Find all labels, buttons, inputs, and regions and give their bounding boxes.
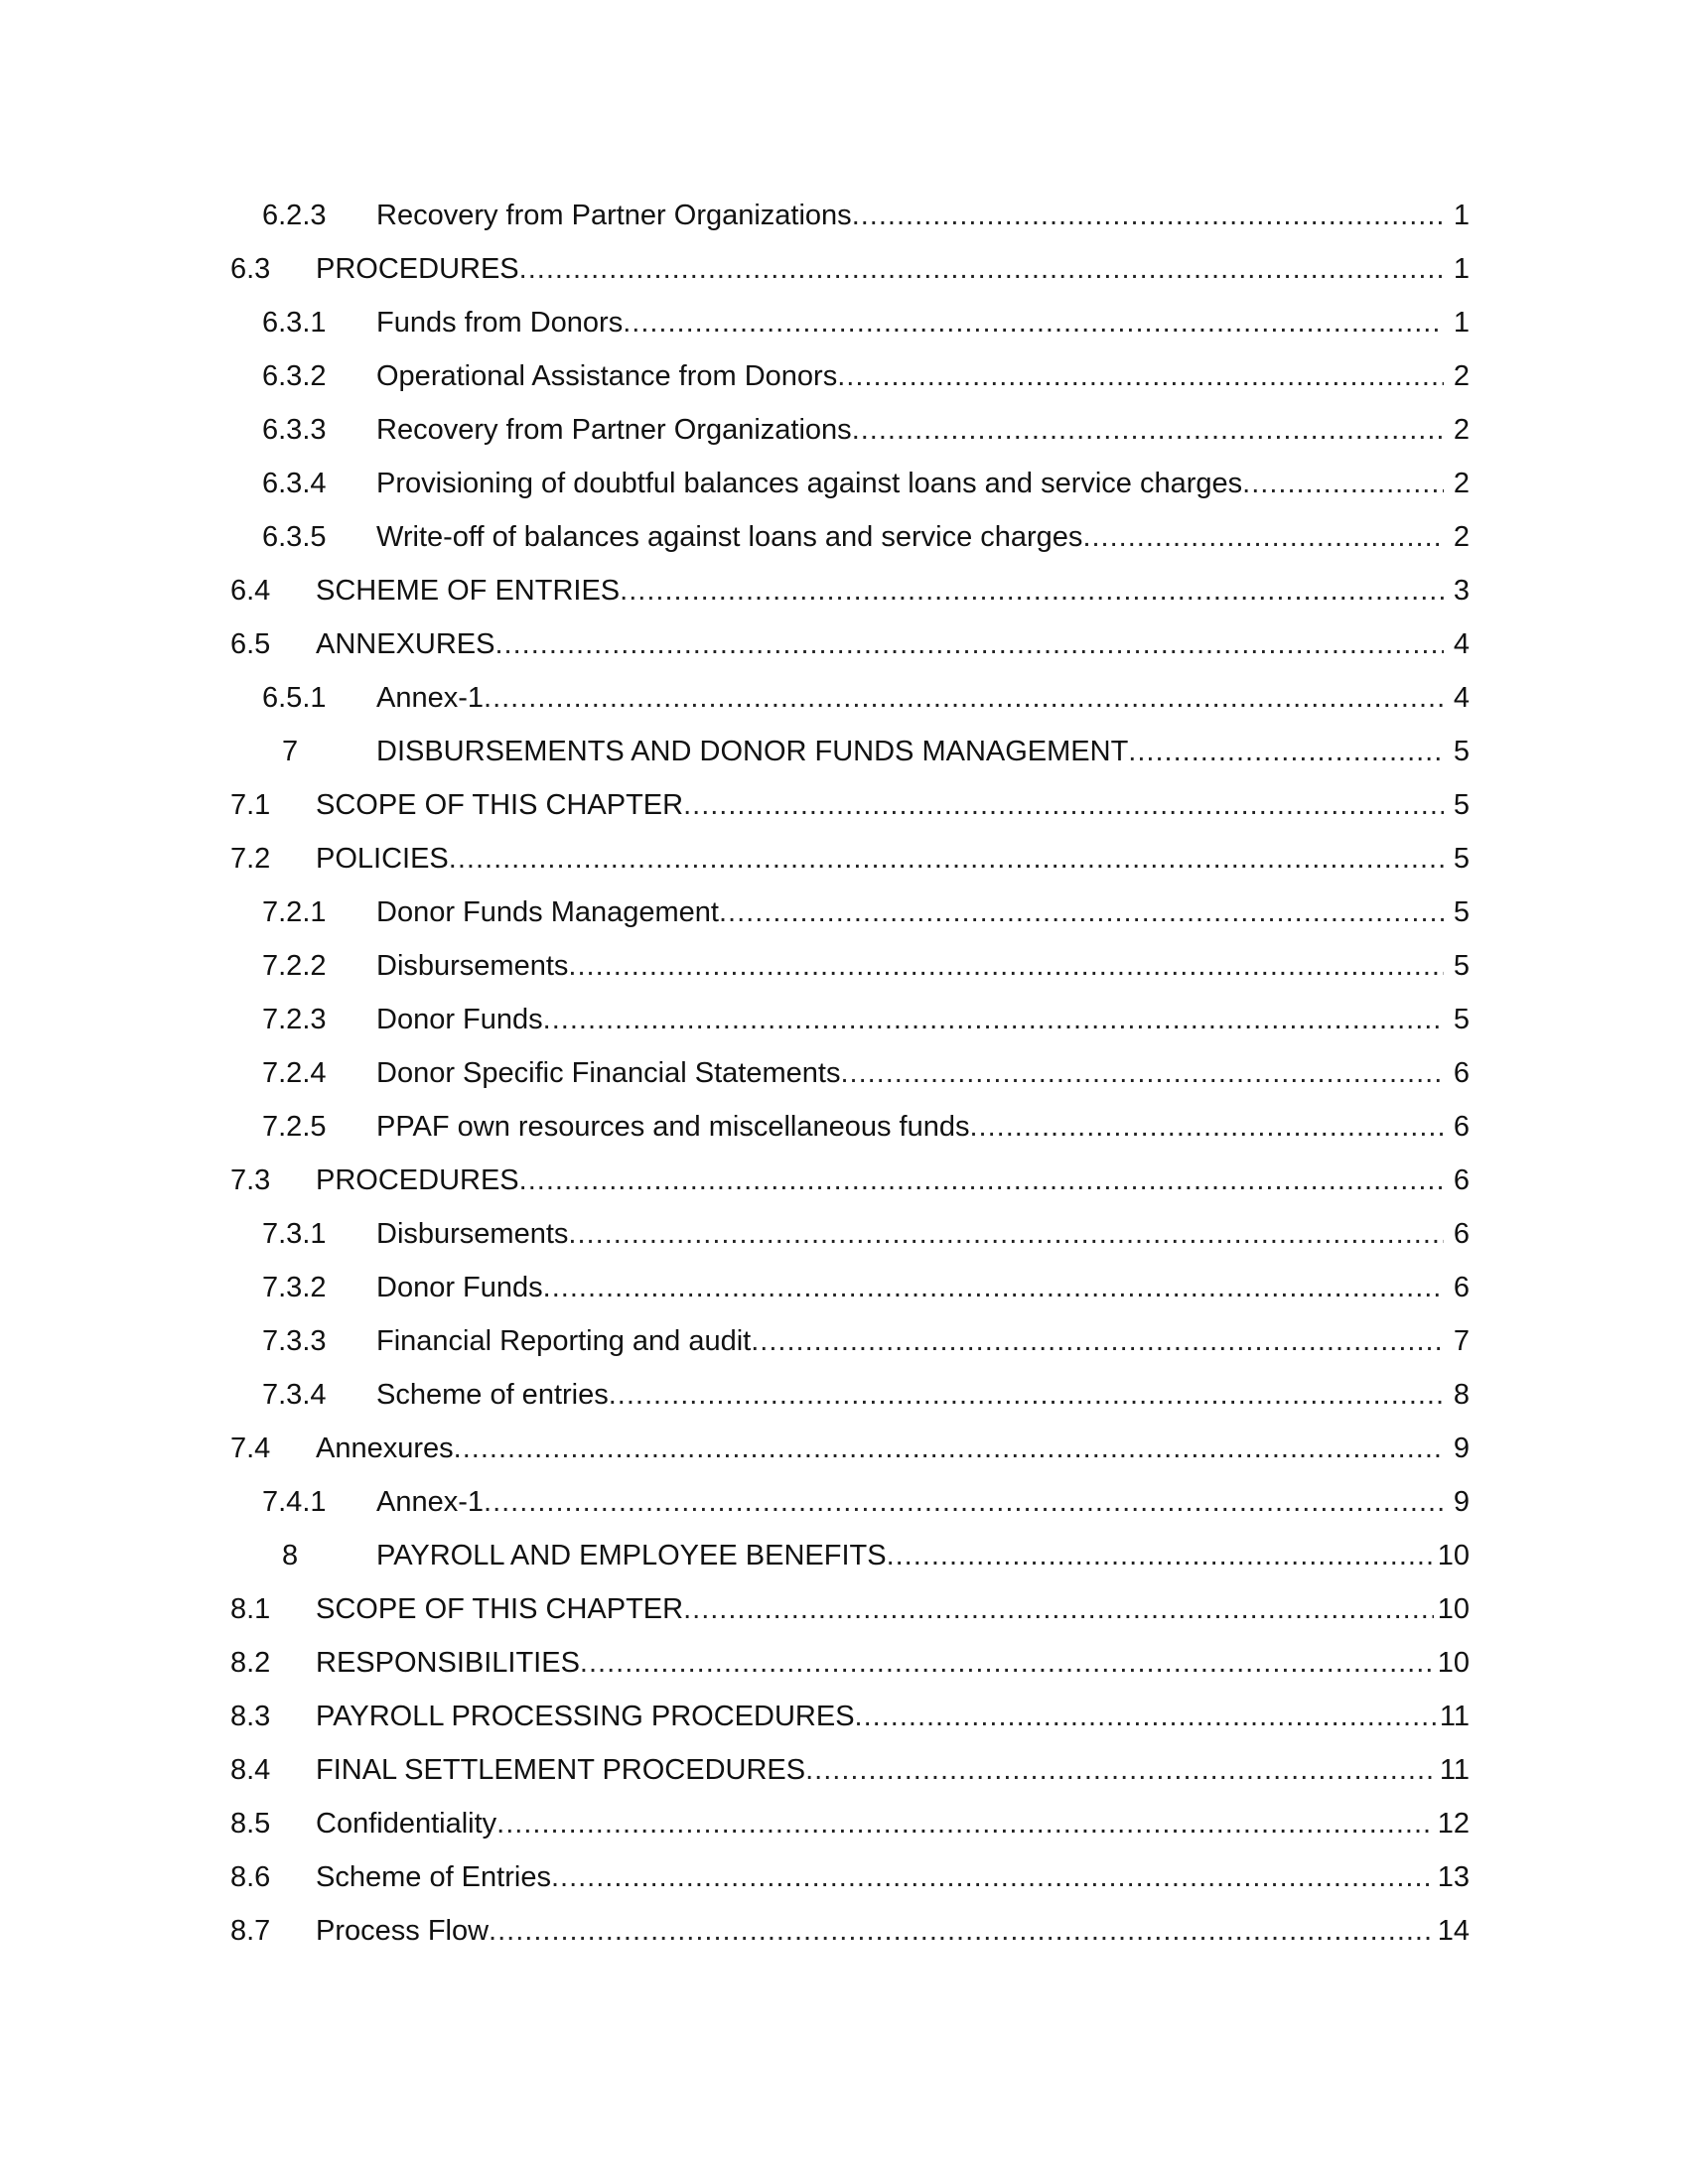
toc-entry-page-number: 5 (1450, 886, 1470, 939)
toc-entry-number: 7.3.3 (262, 1325, 327, 1357)
toc-entry-title: Confidentiality (316, 1797, 496, 1850)
dot-leader (852, 403, 1444, 457)
toc-entry-title: ANNEXURES (316, 617, 495, 671)
toc-entry-title: PROCEDURES (316, 1154, 519, 1207)
toc-entry-line (316, 1582, 1444, 1636)
toc-entry-title: Donor Funds (376, 1261, 543, 1314)
toc-entry-title: Recovery from Partner Organizations (376, 189, 852, 242)
toc-entry-page-number: 6 (1450, 1261, 1470, 1314)
toc-entry[interactable] (0, 886, 1688, 939)
toc-entry-page-number: 9 (1450, 1422, 1470, 1475)
toc-entry-line (376, 189, 1444, 242)
toc-entry-page-number: 6 (1450, 1100, 1470, 1154)
toc-entry-line (376, 993, 1444, 1046)
dot-leader (837, 349, 1444, 403)
toc-entry-title: PAYROLL AND EMPLOYEE BENEFITS (376, 1529, 887, 1582)
toc-entry-title: Annexures (316, 1422, 454, 1475)
dot-leader (1128, 725, 1444, 778)
toc-entry-line (376, 1368, 1444, 1422)
table-of-contents (0, 189, 1688, 1958)
toc-entry-number: 7.3 (230, 1164, 271, 1196)
toc-entry-line (376, 403, 1444, 457)
dot-leader (1242, 457, 1444, 510)
toc-entry-page-number: 11 (1436, 1690, 1470, 1743)
toc-entry-line (316, 1797, 1444, 1850)
toc-entry-number: 6.3.4 (262, 468, 327, 499)
dot-leader (623, 296, 1444, 349)
toc-entry-line (376, 1475, 1444, 1529)
toc-entry-line (316, 778, 1444, 832)
toc-entry-line (376, 671, 1444, 725)
toc-entry-title: PAYROLL PROCESSING PROCEDURES (316, 1690, 855, 1743)
toc-entry-page-number: 1 (1450, 189, 1470, 242)
dot-leader (855, 1690, 1444, 1743)
toc-entry-number: 6.5.1 (262, 682, 327, 714)
toc-entry[interactable] (0, 725, 1688, 778)
toc-entry-page-number: 10 (1434, 1636, 1470, 1690)
toc-entry-page-number: 2 (1450, 403, 1470, 457)
toc-entry-line (376, 1046, 1444, 1100)
dot-leader (887, 1529, 1444, 1582)
dot-leader (543, 993, 1444, 1046)
toc-entry[interactable] (0, 1368, 1688, 1422)
toc-entry-title: Write-off of balances against loans and service charges (376, 510, 1082, 564)
toc-entry[interactable] (0, 510, 1688, 564)
toc-entry-line (376, 886, 1444, 939)
toc-entry-number: 7.3.1 (262, 1218, 327, 1250)
toc-entry-page-number: 6 (1450, 1154, 1470, 1207)
toc-entry[interactable] (0, 296, 1688, 349)
toc-entry-number: 7.3.2 (262, 1272, 327, 1303)
toc-entry[interactable] (0, 1529, 1688, 1582)
toc-entry[interactable] (0, 1743, 1688, 1797)
toc-entry-line (316, 617, 1444, 671)
toc-entry-line (376, 725, 1444, 778)
toc-entry-page-number: 5 (1450, 939, 1470, 993)
toc-entry-number: 7 (282, 736, 299, 767)
toc-entry-line (376, 939, 1444, 993)
toc-entry-line (316, 1636, 1444, 1690)
toc-entry-number: 8.4 (230, 1754, 271, 1786)
toc-entry-title: POLICIES (316, 832, 449, 886)
dot-leader (683, 1582, 1444, 1636)
toc-entry-number: 8.2 (230, 1647, 271, 1679)
toc-entry[interactable] (0, 1046, 1688, 1100)
toc-entry-line (376, 457, 1444, 510)
toc-entry-page-number: 5 (1450, 778, 1470, 832)
dot-leader (519, 242, 1444, 296)
toc-entry-number: 7.2.5 (262, 1111, 327, 1143)
toc-entry[interactable] (0, 403, 1688, 457)
dot-leader (580, 1636, 1444, 1690)
toc-entry-page-number: 10 (1434, 1529, 1470, 1582)
toc-entry-line (376, 1314, 1444, 1368)
toc-entry-page-number: 6 (1450, 1046, 1470, 1100)
toc-entry-page-number: 11 (1436, 1743, 1470, 1797)
toc-entry-page-number: 9 (1450, 1475, 1470, 1529)
toc-entry-title: Disbursements (376, 939, 568, 993)
toc-entry[interactable] (0, 1207, 1688, 1261)
toc-entry-title: Scheme of Entries (316, 1850, 551, 1904)
toc-entry-line (376, 1529, 1444, 1582)
toc-entry-line (376, 1207, 1444, 1261)
toc-entry-number: 7.2.4 (262, 1057, 327, 1089)
dot-leader (620, 564, 1444, 617)
toc-entry[interactable] (0, 939, 1688, 993)
toc-entry[interactable] (0, 242, 1688, 296)
toc-entry-page-number: 2 (1450, 349, 1470, 403)
toc-entry-line (316, 1850, 1444, 1904)
toc-entry[interactable] (0, 1797, 1688, 1850)
toc-entry-number: 6.3.5 (262, 521, 327, 553)
dot-leader (454, 1422, 1444, 1475)
toc-entry-title: PROCEDURES (316, 242, 519, 296)
toc-entry[interactable] (0, 778, 1688, 832)
toc-entry-title: Recovery from Partner Organizations (376, 403, 852, 457)
toc-entry-page-number: 4 (1450, 617, 1470, 671)
toc-entry-line (316, 1904, 1444, 1958)
toc-entry-line (316, 1743, 1444, 1797)
toc-entry-title: Donor Specific Financial Statements (376, 1046, 840, 1100)
dot-leader (805, 1743, 1444, 1797)
toc-entry-line (316, 1690, 1444, 1743)
toc-entry-title: SCOPE OF THIS CHAPTER (316, 1582, 683, 1636)
toc-entry[interactable] (0, 1582, 1688, 1636)
toc-entry-title: Donor Funds Management (376, 886, 719, 939)
toc-entry-number: 6.2.3 (262, 200, 327, 231)
toc-entry-line (376, 296, 1444, 349)
toc-entry-page-number: 4 (1450, 671, 1470, 725)
toc-entry-page-number: 2 (1450, 510, 1470, 564)
toc-entry-line (376, 1261, 1444, 1314)
dot-leader (852, 189, 1444, 242)
toc-entry-title: SCHEME OF ENTRIES (316, 564, 620, 617)
toc-entry-number: 6.4 (230, 575, 271, 607)
toc-entry-number: 7.3.4 (262, 1379, 327, 1411)
dot-leader (495, 617, 1445, 671)
dot-leader (840, 1046, 1444, 1100)
toc-entry-number: 7.2.3 (262, 1004, 327, 1035)
toc-entry-title: Provisioning of doubtful balances against loans and service charges (376, 457, 1242, 510)
toc-entry-line (316, 564, 1444, 617)
toc-entry-line (316, 1422, 1444, 1475)
dot-leader (496, 1797, 1444, 1850)
toc-entry-page-number: 1 (1450, 296, 1470, 349)
toc-entry-line (376, 349, 1444, 403)
toc-entry[interactable] (0, 1314, 1688, 1368)
toc-entry-title: Operational Assistance from Donors (376, 349, 837, 403)
toc-entry[interactable] (0, 617, 1688, 671)
toc-entry-number: 8 (282, 1540, 299, 1571)
toc-entry-title: Financial Reporting and audit (376, 1314, 751, 1368)
toc-entry-number: 7.1 (230, 789, 271, 821)
dot-leader (568, 1207, 1444, 1261)
dot-leader (489, 1904, 1444, 1958)
toc-entry-page-number: 5 (1450, 832, 1470, 886)
toc-entry-page-number: 1 (1450, 242, 1470, 296)
dot-leader (484, 1475, 1444, 1529)
toc-entry[interactable] (0, 993, 1688, 1046)
toc-entry-page-number: 14 (1434, 1904, 1470, 1958)
toc-entry-page-number: 7 (1450, 1314, 1470, 1368)
toc-entry-title: DISBURSEMENTS AND DONOR FUNDS MANAGEMENT (376, 725, 1128, 778)
dot-leader (543, 1261, 1444, 1314)
toc-entry[interactable] (0, 1850, 1688, 1904)
toc-entry-number: 7.4 (230, 1433, 271, 1464)
toc-entry-number: 6.3.2 (262, 360, 327, 392)
toc-entry-page-number: 8 (1450, 1368, 1470, 1422)
toc-entry-number: 6.3.1 (262, 307, 327, 339)
toc-entry-page-number: 10 (1434, 1582, 1470, 1636)
toc-entry[interactable] (0, 1261, 1688, 1314)
toc-entry-number: 7.4.1 (262, 1486, 327, 1518)
toc-entry-line (316, 1154, 1444, 1207)
dot-leader (1082, 510, 1444, 564)
dot-leader (568, 939, 1444, 993)
toc-entry-number: 8.3 (230, 1701, 271, 1732)
toc-entry[interactable] (0, 457, 1688, 510)
toc-entry-number: 8.1 (230, 1593, 271, 1625)
toc-entry-title: Scheme of entries (376, 1368, 609, 1422)
toc-entry-page-number: 5 (1450, 993, 1470, 1046)
toc-entry-line (376, 1100, 1444, 1154)
toc-entry[interactable] (0, 1636, 1688, 1690)
toc-entry-title: Funds from Donors (376, 296, 623, 349)
dot-leader (519, 1154, 1444, 1207)
toc-entry-number: 8.5 (230, 1808, 271, 1840)
toc-entry-page-number: 5 (1450, 725, 1470, 778)
toc-entry[interactable] (0, 832, 1688, 886)
toc-entry-number: 6.3 (230, 253, 271, 285)
toc-entry[interactable] (0, 671, 1688, 725)
toc-entry-title: Annex-1 (376, 1475, 484, 1529)
toc-entry-title: RESPONSIBILITIES (316, 1636, 580, 1690)
toc-entry-title: Donor Funds (376, 993, 543, 1046)
toc-entry-page-number: 3 (1450, 564, 1470, 617)
toc-entry-number: 7.2.2 (262, 950, 327, 982)
dot-leader (683, 778, 1444, 832)
toc-entry-title: Annex-1 (376, 671, 484, 725)
toc-entry-title: PPAF own resources and miscellaneous funds (376, 1100, 970, 1154)
toc-entry[interactable] (0, 1422, 1688, 1475)
toc-entry[interactable] (0, 1475, 1688, 1529)
toc-entry-title: Disbursements (376, 1207, 568, 1261)
dot-leader (551, 1850, 1444, 1904)
toc-entry-title: FINAL SETTLEMENT PROCEDURES (316, 1743, 805, 1797)
toc-entry-number: 8.7 (230, 1915, 271, 1947)
toc-entry-line (376, 510, 1444, 564)
toc-entry-number: 8.6 (230, 1861, 271, 1893)
toc-entry-title: Process Flow (316, 1904, 489, 1958)
toc-entry-page-number: 12 (1434, 1797, 1470, 1850)
toc-entry-line (316, 832, 1444, 886)
dot-leader (719, 886, 1444, 939)
dot-leader (970, 1100, 1445, 1154)
toc-entry-title: SCOPE OF THIS CHAPTER (316, 778, 683, 832)
toc-entry[interactable] (0, 1690, 1688, 1743)
toc-entry-page-number: 6 (1450, 1207, 1470, 1261)
toc-entry-page-number: 2 (1450, 457, 1470, 510)
toc-entry[interactable] (0, 189, 1688, 242)
toc-entry[interactable] (0, 564, 1688, 617)
toc-entry-number: 6.3.3 (262, 414, 327, 446)
dot-leader (449, 832, 1444, 886)
toc-entry-number: 7.2.1 (262, 896, 327, 928)
toc-entry[interactable] (0, 349, 1688, 403)
toc-entry-number: 7.2 (230, 843, 271, 875)
dot-leader (609, 1368, 1444, 1422)
toc-entry[interactable] (0, 1904, 1688, 1958)
toc-entry[interactable] (0, 1100, 1688, 1154)
toc-entry-page-number: 13 (1434, 1850, 1470, 1904)
toc-entry-number: 6.5 (230, 628, 271, 660)
toc-entry[interactable] (0, 1154, 1688, 1207)
toc-entry-line (316, 242, 1444, 296)
dot-leader (484, 671, 1444, 725)
dot-leader (751, 1314, 1444, 1368)
